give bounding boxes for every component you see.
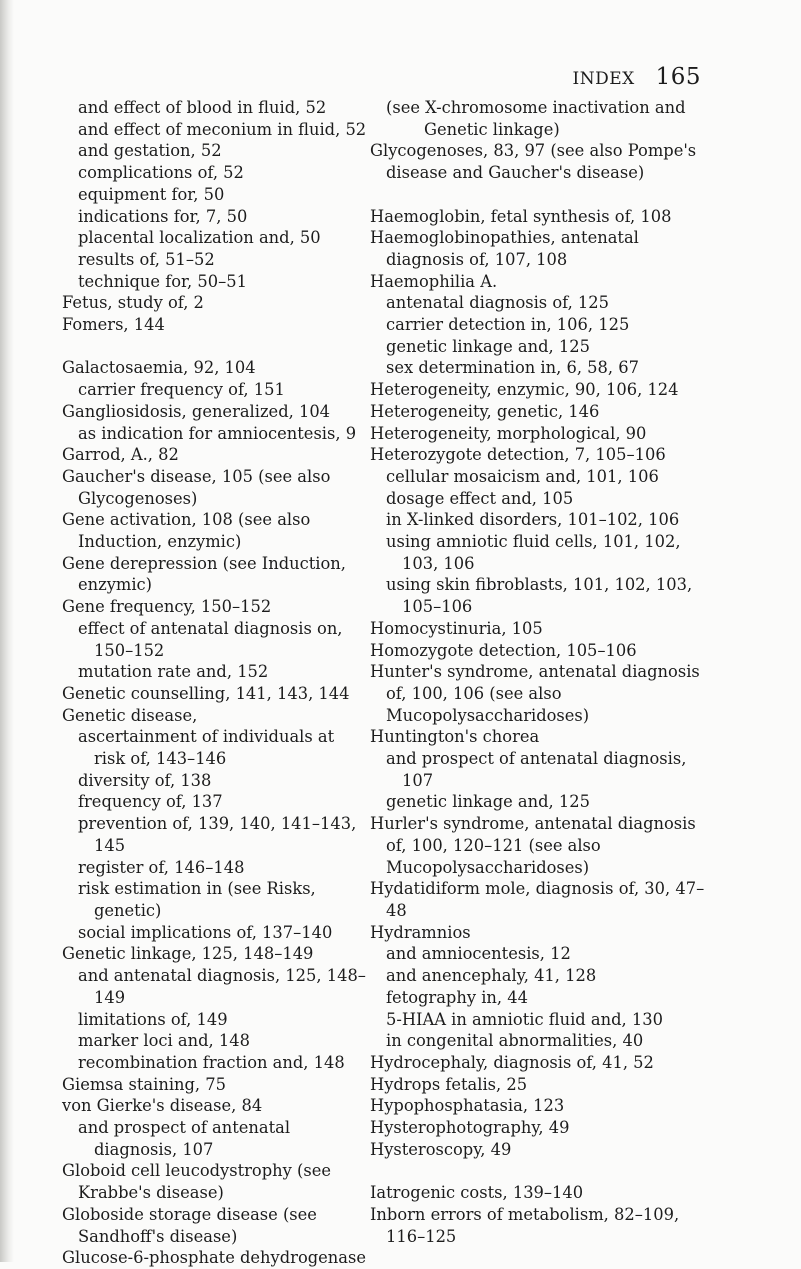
index-entry: Hydrocephaly, diagnosis of, 41, 52 xyxy=(370,1052,654,1072)
page-number: 165 xyxy=(655,64,701,90)
entry-spacer xyxy=(370,184,705,206)
index-entry: Gene frequency, 150–152 xyxy=(62,597,272,617)
index-subentry: dosage effect and, 105 xyxy=(386,488,574,508)
index-entry: Heterogeneity, morphological, 90 xyxy=(370,423,647,443)
index-entry: Fomers, 144 xyxy=(62,315,165,335)
index-subentry: cellular mosaicism and, 101, 106 xyxy=(386,466,659,486)
running-head: INDEX xyxy=(572,69,635,89)
index-subentry: social implications of, 137–140 xyxy=(78,922,333,942)
index-subentry: and anencephaly, 41, 128 xyxy=(386,966,597,986)
index-subentry: register of, 146–148 xyxy=(78,857,245,877)
index-subentry: risk estimation in (see Risks, genetic) xyxy=(78,879,316,920)
index-entry: Hunter's syndrome, antenatal diagnosis of, 100, 106 (see also Mucopolysaccharidoses) xyxy=(370,662,700,725)
index-subentry: in congenital abnormalities, 40 xyxy=(386,1031,644,1051)
index-subentry: results of, 51–52 xyxy=(78,249,215,269)
index-subentry: genetic linkage and, 125 xyxy=(386,792,590,812)
index-subentry: diversity of, 138 xyxy=(78,770,212,790)
index-subentry: carrier detection in, 106, 125 xyxy=(386,315,630,335)
index-entry: Iatrogenic costs, 139–140 xyxy=(370,1183,584,1203)
index-entry: Gene derepression (see Induction, enzymic) xyxy=(62,553,346,595)
index-subentry: and gestation, 52 xyxy=(78,141,222,161)
index-subentry: and effect of meconium in fluid, 52 xyxy=(78,119,367,139)
index-subentry: indications for, 7, 50 xyxy=(78,206,248,226)
index-subentry: placental localization and, 50 xyxy=(78,228,321,248)
index-entry: Gaucher's disease, 105 (see also Glycogenoses) xyxy=(62,466,331,508)
index-subentry: recombination fraction and, 148 xyxy=(78,1052,345,1072)
index-entry: Giemsa staining, 75 xyxy=(62,1074,227,1094)
index-entry: Gangliosidosis, generalized, 104 xyxy=(62,401,331,421)
index-subentry: effect of antenatal diagnosis on, 150–152 xyxy=(78,618,343,660)
index-subentry: marker loci and, 148 xyxy=(78,1031,250,1051)
index-entry: Heterozygote detection, 7, 105–106 xyxy=(370,445,666,465)
index-subentry: and amniocentesis, 12 xyxy=(386,944,571,964)
index-subentry: in X-linked disorders, 101–102, 106 xyxy=(386,510,680,530)
index-subentry: technique for, 50–51 xyxy=(78,271,247,291)
index-entry: Hydramnios xyxy=(370,922,471,942)
index-subentry: and prospect of antenatal diagnosis, 107 xyxy=(386,749,687,790)
index-entry: Genetic linkage, 125, 148–149 xyxy=(62,944,314,964)
book-spine-shadow xyxy=(0,0,14,1262)
index-subentry: as indication for amniocentesis, 9 xyxy=(78,423,357,443)
index-entry: Huntington's chorea xyxy=(370,727,540,747)
index-entry: Glucose-6-phosphate dehydrogenase xyxy=(62,1248,366,1268)
index-entry: Hurler's syndrome, antenatal diagnosis of, 100, 120–121 (see also Mucopolysaccharidoses) xyxy=(370,814,696,877)
index-subentry: equipment for, 50 xyxy=(78,184,225,204)
index-entry: Hypophosphatasia, 123 xyxy=(370,1096,565,1116)
index-entry: Haemoglobinopathies, antenatal diagnosis of, 107, 108 xyxy=(370,228,639,269)
index-subentry: 5-HIAA in amniotic fluid and, 130 xyxy=(386,1009,663,1029)
index-subentry: genetic linkage and, 125 xyxy=(386,336,590,356)
index-subentry: complications of, 52 xyxy=(78,163,244,183)
index-entry: Galactosaemia, 92, 104 xyxy=(62,358,256,378)
index-entry: Haemophilia A. xyxy=(370,271,498,291)
index-subentry: and antenatal diagnosis, 125, 148–149 xyxy=(78,966,366,1007)
index-subentry: using amniotic fluid cells, 101, 102, 103, 106 xyxy=(386,532,681,573)
index-entry: Genetic disease, xyxy=(62,705,198,725)
index-subentry: and effect of blood in fluid, 52 xyxy=(78,98,327,117)
index-subentry: antenatal diagnosis of, 125 xyxy=(386,293,610,313)
index-column-left xyxy=(62,97,367,1269)
index-entry: Hysterophotography, 49 xyxy=(370,1118,570,1138)
index-subentry: mutation rate and, 152 xyxy=(78,662,269,682)
index-subentry: using skin fibroblasts, 101, 102, 103, 105–106 xyxy=(386,575,693,617)
index-subentry: and prospect of antenatal diagnosis, 107 xyxy=(78,1118,291,1159)
index-entry: von Gierke's disease, 84 xyxy=(62,1096,263,1116)
index-entry: Garrod, A., 82 xyxy=(62,445,179,465)
index-entry: Gene activation, 108 (see also Induction, enzymic) xyxy=(62,510,311,552)
index-entry: Glycogenoses, 83, 97 (see also Pompe's disease and Gaucher's disease) xyxy=(370,141,697,183)
index-subentry: ascertainment of individuals at risk of, 143–146 xyxy=(78,727,335,769)
index-entry: Hysteroscopy, 49 xyxy=(370,1139,512,1159)
index-entry: Fetus, study of, 2 xyxy=(62,293,204,313)
index-entry: Hydrops fetalis, 25 xyxy=(370,1074,528,1094)
index-entry: Genetic counselling, 141, 143, 144 xyxy=(62,683,350,703)
index-entry: Homocystinuria, 105 xyxy=(370,618,543,638)
entry-spacer xyxy=(62,336,367,358)
index-entry: Homozygote detection, 105–106 xyxy=(370,640,637,660)
index-entry: Globoid cell leucodystrophy (see Krabbe's disease) xyxy=(62,1161,331,1203)
index-entry: Haemoglobin, fetal synthesis of, 108 xyxy=(370,206,672,226)
index-subentry: prevention of, 139, 140, 141–143, 145 xyxy=(78,814,357,855)
index-subentry: sex determination in, 6, 58, 67 xyxy=(386,358,639,378)
index-entry: Hydatidiform mole, diagnosis of, 30, 47–48 xyxy=(370,879,705,920)
index-entry: Globoside storage disease (see Sandhoff's disease) xyxy=(62,1204,317,1246)
entry-spacer xyxy=(370,1160,705,1182)
index-subentry: fetography in, 44 xyxy=(386,987,528,1007)
index-column-right xyxy=(370,97,705,1247)
index-subentry: limitations of, 149 xyxy=(78,1009,228,1029)
index-entry: Heterogeneity, enzymic, 90, 106, 124 xyxy=(370,380,679,400)
index-entry: Heterogeneity, genetic, 146 xyxy=(370,401,600,421)
index-subentry: carrier frequency of, 151 xyxy=(78,380,285,400)
index-entry: Inborn errors of metabolism, 82–109, 116–125 xyxy=(370,1204,680,1246)
index-subentry: frequency of, 137 xyxy=(78,792,223,812)
page-header xyxy=(573,64,702,90)
index-subentry: (see X-chromosome inactivation and Genetic linkage) xyxy=(386,98,686,139)
